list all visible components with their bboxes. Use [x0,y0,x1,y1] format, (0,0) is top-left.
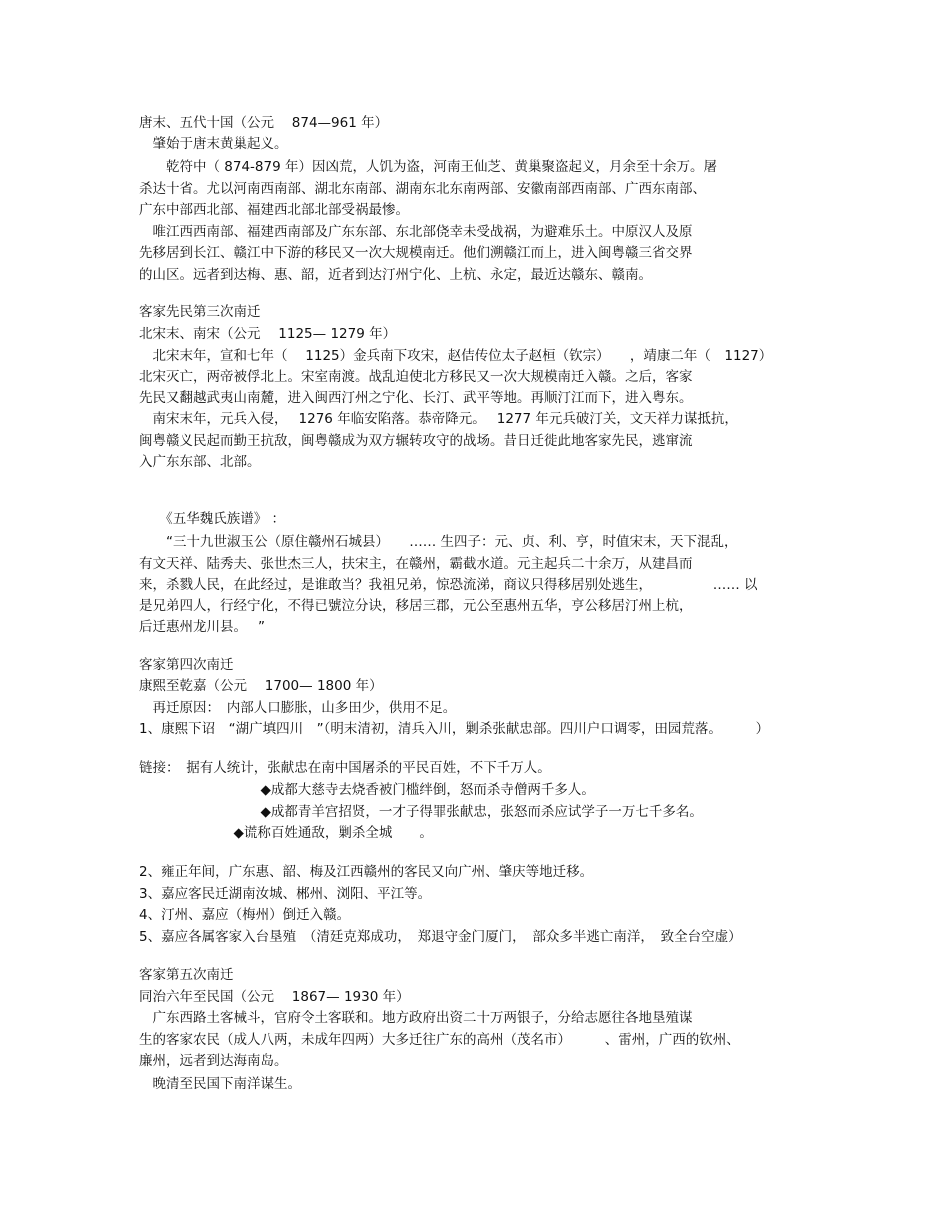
paragraph-line: 北宋末年，宣和七年（ 1125）金兵南下攻宋，赵佶传位太子赵桓（钦宗） ，靖康二年（ 1127） [139,348,773,364]
paragraph-line: 晚清至民国下南洋谋生。 [139,1076,301,1092]
quote-line: 是兄弟四人，行经宁化，不得已號泣分诀，移居三郡，元公至惠州五华，亨公移居汀州上杭， [139,598,693,614]
quote-line: 后迁惠州龙川县。 ” [139,619,266,635]
section-heading-fifth-migration: 客家第五次南迁 [139,967,234,983]
list-item: 1、康熙下诏 “湖广填四川 ”（明末清初，清兵入川，剿杀张献忠部。四川户口调零，田园荒落。 ） [139,721,770,737]
paragraph-line: 北宋灭亡，两帝被俘北上。宋室南渡。战乱迫使北方移民又一次大规模南迁入赣。之后，客家 [139,369,693,385]
quote-line: 有文天祥、陆秀夫、张世杰三人，扶宋主，在赣州，霸截水道。元主起兵二十余万，从建昌而 [139,556,693,572]
quote-line: 来，杀戮人民，在此经过，是谁敢当？我祖兄弟，惊恐流涕，商议只得移居别处逃生， …… 以 [139,577,758,593]
paragraph-line: 广东中部西北部、福建西北部北部受祸最惨。 [139,202,409,218]
paragraph-line: 杀达十省。尤以河南西南部、湖北东南部、湖南东北东南两部、安徽南部西南部、广西东南部、 [139,181,706,197]
paragraph-line: 的山区。远者到达梅、惠、韶，近者到达汀州宁化、上杭、永定，最近达赣东、赣南。 [139,267,652,283]
paragraph-line: 廉州，远者到达海南岛。 [139,1053,288,1069]
paragraph-line: 南宋末年，元兵入侵， 1276 年临安陷落。恭帝降元。 1277 年元兵破汀关，文天祥力谋抵抗， [139,411,738,427]
paragraph-line: 先民又翻越武夷山南麓，进入闽西汀州之宁化、长汀、武平等地。再顺汀江而下，进入粤东。 [139,390,693,406]
section-heading-third-migration: 客家先民第三次南迁 [139,304,261,320]
paragraph-line: 先移居到长江、赣江中下游的移民又一次大规模南迁。他们溯赣江而上，进入闽粤赣三省交界 [139,245,693,261]
paragraph-line: 广东西路土客械斗，官府令土客联和。地方政府出资二十万两银子，分给志愿往各地垦殖谋 [139,1010,693,1026]
quote-line: “三十九世淑玉公（原住赣州石城县） …… 生四子：元、贞、利、亨，时值宋末，天下混乱， [139,534,738,550]
paragraph-line: 生的客家农民（成人八两，未成年四两）大多迁往广东的高州（茂名市） 、雷州，广西的钦州、 [139,1032,740,1048]
bullet-item: ◆成都青羊宫招贤，一才子得罪张献忠，张怒而杀应试学子一万七千多名。 [139,804,703,820]
paragraph-line: 再迁原因： 内部人口膨胀，山多田少，供用不足。 [139,700,457,716]
list-item: 2、雍正年间，广东惠、韶、梅及江西赣州的客民又向广州、肇庆等地迁移。 [139,864,594,880]
section-subheading: 北宋末、南宋（公元 1125— 1279 年） [139,326,397,342]
quote-source: 《五华魏氏族谱》 ： [139,511,286,527]
paragraph-line: 入广东东部、北部。 [139,454,261,470]
paragraph-line: 唯江西西南部、福建西南部及广东东部、东北部侥幸未受战祸，为避难乐土。中原汉人及原 [139,224,693,240]
list-item: 5、嘉应各属客家入台垦殖 （清廷克郑成功， 郑退守金门厦门， 部众多半逃亡南洋， 致全台空虚） [139,929,742,945]
paragraph-line: 闽粤赣义民起而勤王抗敌，闽粤赣成为双方辗转攻守的战场。昔日迁徙此地客家先民，逃窜流 [139,433,693,449]
paragraph-line: 乾符中（ 874-879 年）因凶荒，人饥为盗，河南王仙芝、黄巢聚盗起义，月余至十余万。屠 [139,159,717,175]
list-item: 3、嘉应客民迁湖南汝城、郴州、浏阳、平江等。 [139,886,432,902]
bullet-item: ◆谎称百姓通敌，剿杀全城 。 [139,825,433,841]
section-subheading: 同治六年至民国（公元 1867— 1930 年） [139,989,410,1005]
list-item: 4、汀州、嘉应（梅州）倒迁入赣。 [139,907,351,923]
section-subheading: 康熙至乾嘉（公元 1700— 1800 年） [139,678,383,694]
paragraph-line: 肇始于唐末黄巢起义。 [139,136,288,152]
section-heading-fourth-migration: 客家第四次南迁 [139,657,234,673]
bullet-item: ◆成都大慈寺去烧香被门槛绊倒，怒而杀寺僧两千多人。 [139,782,595,798]
section-heading-tang: 唐末、五代十国（公元 874—961 年） [139,115,389,131]
link-note: 链接： 据有人统计，张献忠在南中国屠杀的平民百姓，不下千万人。 [139,760,551,776]
